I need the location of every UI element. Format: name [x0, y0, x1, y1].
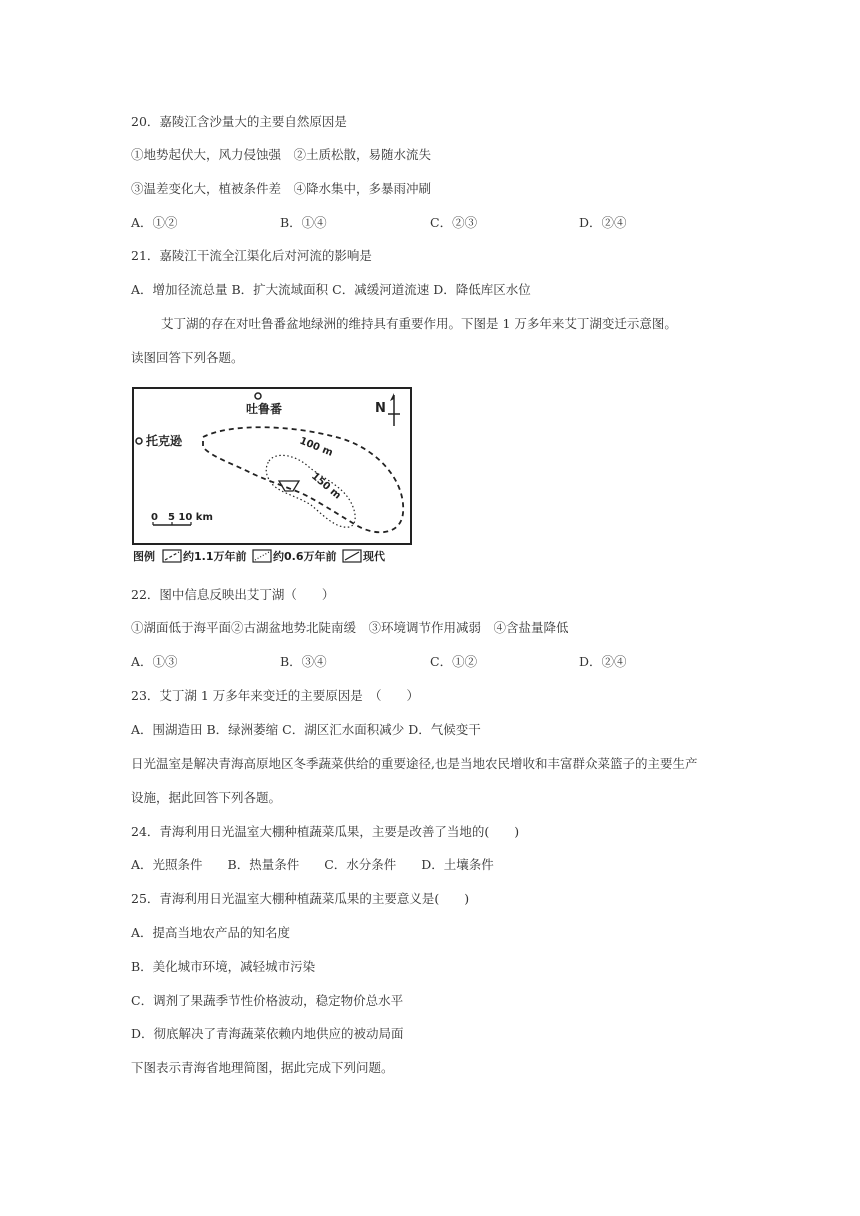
passage-aiding-lake-cont: 读图回答下列各题。 [131, 350, 244, 365]
q22-stem: 22．图中信息反映出艾丁湖（ ） [131, 587, 335, 602]
q21-options: A．增加径流总量 B．扩大流域面积 C．减缓河道流速 D．降低库区水位 [131, 282, 531, 297]
q24-stem: 24．青海利用日光温室大棚种植蔬菜瓜果，主要是改善了当地的( ) [131, 824, 520, 839]
passage-aiding-lake: 艾丁湖的存在对吐鲁番盆地绿洲的维持具有重要作用。下图是 1 万多年来艾丁湖变迁示意图。 [161, 316, 677, 331]
aiding-lake-map [131, 385, 416, 565]
q20-stem: 20．嘉陵江含沙量大的主要自然原因是 [131, 114, 347, 129]
turpan-marker [255, 393, 261, 399]
toksun-marker [136, 438, 142, 444]
q25-option-d: D．彻底解决了青海蔬菜依赖内地供应的被动局面 [131, 1026, 404, 1041]
q21-stem: 21．嘉陵江干流全江渠化后对河流的影响是 [131, 248, 372, 263]
q20-option-a: A．①② [131, 215, 178, 230]
q22-option-d: D．②④ [579, 654, 627, 669]
passage-greenhouse: 日光温室是解决青海高原地区冬季蔬菜供给的重要途径,也是当地农民增收和丰富群众菜篮子的主要生产 [131, 756, 698, 771]
q22-option-c: C．①② [430, 654, 478, 669]
legend-title: 图例 [133, 550, 155, 563]
q23-stem: 23．艾丁湖 1 万多年来变迁的主要原因是 （ ） [131, 688, 420, 703]
q24-options: A．光照条件 B．热量条件 C．水分条件 D．土壤条件 [131, 857, 494, 872]
q25-stem: 25．青海利用日光温室大棚种植蔬菜瓜果的主要意义是( ) [131, 891, 470, 906]
q22-option-a: A．①③ [131, 654, 178, 669]
q20-option-b: B．①④ [280, 215, 327, 230]
contour-100-label: 100 m [297, 435, 335, 459]
q25-option-b: B．美化城市环境，减轻城市污染 [131, 959, 316, 974]
contour-150-label: 150 m [309, 470, 343, 502]
legend-item-11k: 约1.1万年前 [183, 550, 247, 563]
q20-statements-2: ③温差变化大，植被条件差 ④降水集中，多暴雨冲刷 [131, 181, 432, 196]
q22-statements: ①湖面低于海平面②古湖盆地势北陡南缓 ③环境调节作用减弱 ④含盐量降低 [131, 620, 569, 635]
lake-extent-modern [279, 481, 299, 491]
q25-option-a: A．提高当地农产品的知名度 [131, 925, 291, 940]
north-label: N [375, 401, 386, 416]
legend-item-6k: 约0.6万年前 [273, 550, 337, 563]
q20-option-c: C．②③ [430, 215, 478, 230]
q20-option-d: D．②④ [579, 215, 627, 230]
q22-option-b: B．③④ [280, 654, 327, 669]
passage-greenhouse-cont: 设施，据此回答下列各题。 [131, 790, 282, 805]
legend-item-modern: 现代 [363, 550, 385, 563]
q23-options: A．围湖造田 B．绿洲萎缩 C．湖区汇水面积减少 D．气候变干 [131, 722, 481, 737]
q20-statements-1: ①地势起伏大，风力侵蚀强 ②土质松散，易随水流失 [131, 147, 432, 162]
passage-qinghai-map: 下图表示青海省地理简图，据此完成下列问题。 [131, 1060, 394, 1075]
toksun-label: 托克逊 [146, 434, 183, 448]
q25-option-c: C．调剂了果蔬季节性价格波动，稳定物价总水平 [131, 993, 404, 1008]
turpan-label: 吐鲁番 [246, 402, 283, 416]
scale-label: 0 5 10 km [151, 512, 213, 523]
